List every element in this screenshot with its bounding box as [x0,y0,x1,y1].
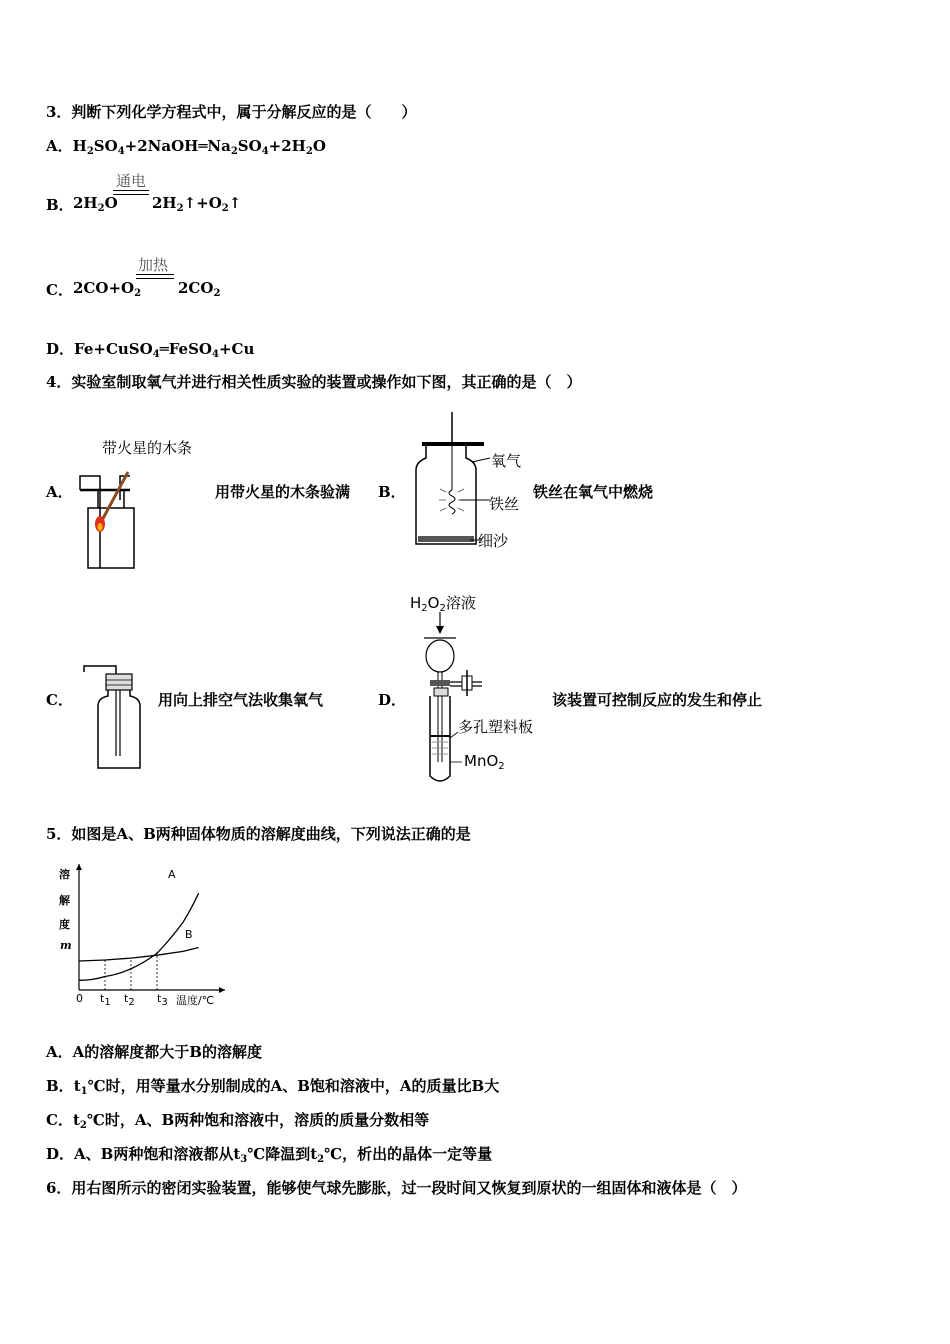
q5-option-a: A．A的溶解度都大于B的溶解度 [46,1043,262,1061]
q5-stem: 5．如图是A、B两种固体物质的溶解度曲线，下列说法正确的是 [46,825,471,843]
y-axis-arrow [76,864,82,870]
q4-a-fig-label: 带火星的木条 [102,439,193,457]
q3-option-c: C． [46,281,73,299]
q3-option-b-left: $2H_2O$ [73,194,118,214]
q3-option-c-left: $2CO+O_2$ [73,279,142,299]
q3-option-d: D．Fe+CuSO$_4$═FeSO$_4$+Cu [46,340,255,360]
q4-a-bottle-figure [70,460,150,572]
q3-option-b-right: $2H_2↑+O_2↑$ [152,194,242,214]
series-A-curve [79,893,199,980]
q5-option-d: D．A、B两种饱和溶液都从$t_3℃$降温到$t_2℃$，析出的晶体一定等量 [46,1145,493,1165]
q4-c-caption: 用向上排空气法收集氧气 [158,691,324,709]
sand-layer [418,536,474,542]
q4-d-mno2-label: MnO$_2$ [464,752,505,772]
q5-xtick-0: 0 [76,992,83,1005]
q6-stem: 6．用右图所示的密闭实验装置，能够使气球先膨胀，过一段时间又恢复到原状的一组固体和液体是（ ） [46,1179,747,1197]
q5-ytick-m: m [60,939,72,952]
q3-option-b-condition: 通电 [116,172,147,190]
q4-b-iron-wire-label: 铁丝 [489,495,520,513]
q5-series-b-label: B [185,928,193,941]
q3-option-b: B． [46,196,74,214]
q4-d-label: D． [378,691,407,709]
q4-a-label: A． [46,483,73,501]
q4-d-caption: 该装置可控制反应的发生和停止 [552,691,763,709]
q4-c-bottle-figure [82,660,152,772]
q4-c-label: C． [46,691,73,709]
q4-d-plate-label: 多孔塑料板 [458,718,534,736]
q4-b-oxygen-label: 氧气 [491,452,522,470]
q4-b-jar-figure [410,410,490,550]
q3-option-c-right: $2CO_2$ [178,279,221,299]
q5-solubility-chart [55,862,235,1012]
q4-b-sand-label: 细沙 [478,532,509,550]
q5-xtick-t3: $t_3$ [157,992,168,1008]
q3-option-a: A．$H_2SO_4+2NaOH═Na_2SO_4+2H_2O$ [46,137,326,157]
q5-option-c: C．$t_2℃$时，A、B两种饱和溶液中，溶质的质量分数相等 [46,1111,430,1131]
q4-stem: 4．实验室制取氧气并进行相关性质实验的装置或操作如下图，其正确的是（ ） [46,373,582,391]
q5-ylabel-char-3: 度 [59,918,70,931]
series-B-curve [79,947,199,961]
q3-option-b-equals-bar [113,190,149,195]
q5-option-b: B．$t_1℃$时，用等量水分别制成的A、B饱和溶液中，A的质量比B大 [46,1077,500,1097]
q5-xtick-t1: $t_1$ [100,992,111,1008]
q3-stem: 3．判断下列化学方程式中，属于分解反应的是（ ） [46,103,417,121]
bottle-body [88,508,134,568]
q3-option-c-condition: 加热 [138,256,169,274]
q4-b-label: B． [378,483,406,501]
q5-xtick-t2: $t_2$ [124,992,135,1008]
q3-option-c-equals-bar [136,274,174,279]
q4-a-caption: 用带火星的木条验满 [215,483,351,501]
x-axis-arrow [219,987,225,993]
q5-ylabel-char-1: 溶 [59,868,70,881]
q5-ylabel-char-2: 解 [59,894,70,907]
q5-xlabel: 温度/℃ [176,994,215,1007]
q4-b-caption: 铁丝在氧气中燃烧 [533,483,654,501]
q4-d-h2o2-label: $H_2O_2$溶液 [410,594,476,614]
q5-series-a-label: A [168,868,176,881]
